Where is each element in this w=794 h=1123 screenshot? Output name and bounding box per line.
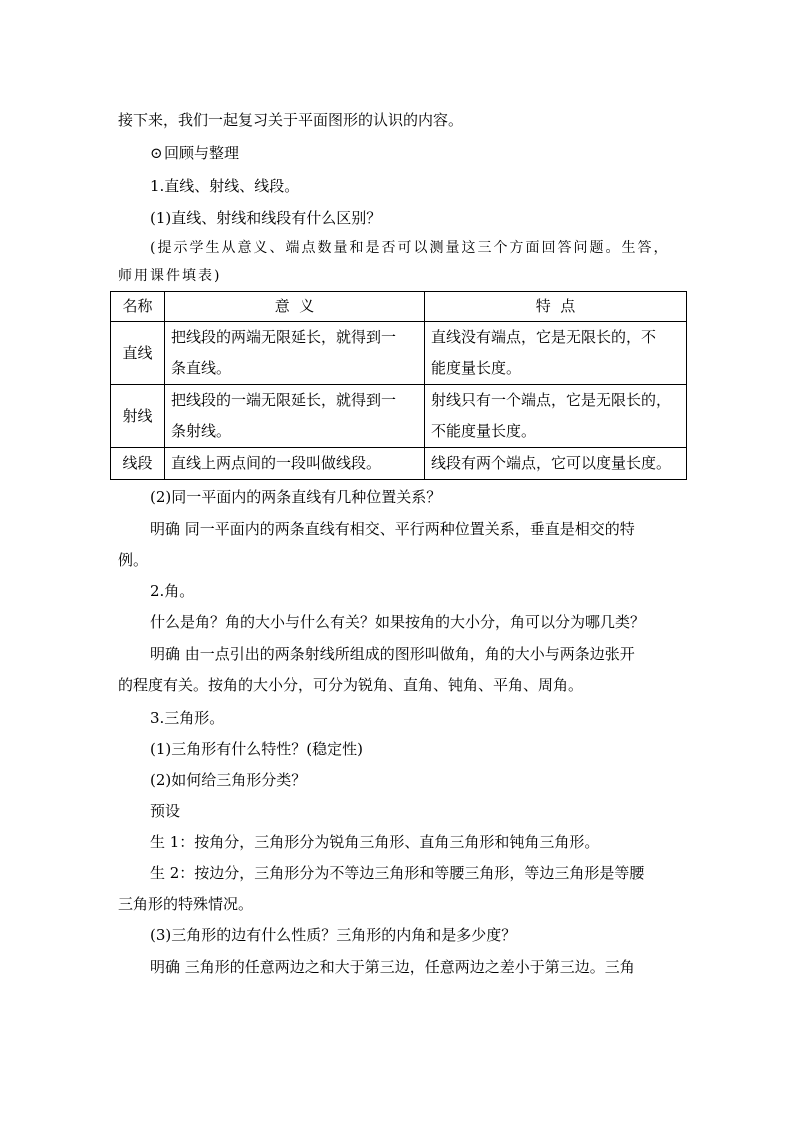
header-feature: 特 点 <box>425 292 687 322</box>
header-meaning: 意 义 <box>165 292 425 322</box>
question-1-1: (1)直线、射线和线段有什么区别？ <box>150 209 382 227</box>
section-heading <box>150 143 239 163</box>
row-feature: 线段有两个端点，它可以度量长度。 <box>425 448 687 480</box>
answer-2-line-1: 明确 由一点引出的两条射线所组成的图形叫做角，角的大小与两条边张开 <box>150 645 635 663</box>
header-name: 名称 <box>111 292 165 322</box>
answer-2-line-2: 的程度有关。按角的大小分，可分为锐角、直角、钝角、平角、周角。 <box>118 676 584 694</box>
answer-1-2-line-1: 明确 同一平面内的两条直线有相交、平行两种位置关系，垂直是相交的特 <box>150 520 635 538</box>
student-1-answer: 生 1：按角分，三角形分为锐角三角形、直角三角形和钝角三角形。 <box>150 833 600 851</box>
row-name: 射线 <box>111 385 165 448</box>
hint-line-1: (提示学生从意义、端点数量和是否可以测量这三个方面回答问题。生答， <box>150 240 670 256</box>
question-3-1: (1)三角形有什么特性？(稳定性) <box>150 740 363 758</box>
row-meaning <box>165 322 425 385</box>
comparison-table <box>110 291 687 480</box>
answer-3-3-line-1: 明确 三角形的任意两边之和大于第三边，任意两边之差小于第三边。三角 <box>150 958 635 976</box>
row-feature <box>425 385 687 448</box>
row-meaning: 直线上两点间的一段叫做线段。 <box>165 448 425 480</box>
meaning-line: 条射线。 <box>171 422 232 440</box>
circle-dot-icon: ⊙ <box>150 144 163 162</box>
hint-line-2: 师用课件填表) <box>118 268 222 284</box>
row-name: 线段 <box>111 448 165 480</box>
item3-title: 3.三角形。 <box>150 709 225 727</box>
section-title: 回顾与整理 <box>164 144 240 162</box>
feature-line: 不能度量长度。 <box>431 422 537 440</box>
meaning-line: 把线段的两端无限延长，就得到一 <box>171 328 397 346</box>
row-feature <box>425 322 687 385</box>
feature-line: 直线没有端点，它是无限长的，不 <box>431 328 657 346</box>
table-row <box>111 448 687 480</box>
question-2: 什么是角？角的大小与什么有关？如果按角的大小分，角可以分为哪几类？ <box>150 613 646 631</box>
row-name: 直线 <box>111 322 165 385</box>
table-row <box>111 385 687 448</box>
table-row <box>111 322 687 385</box>
meaning-line: 条直线。 <box>171 359 232 377</box>
table-header-row <box>111 292 687 322</box>
item1-title: 1.直线、射线、线段。 <box>150 177 300 195</box>
question-1-2: (2)同一平面内的两条直线有几种位置关系？ <box>150 488 442 506</box>
answer-1-2-line-2: 例。 <box>118 551 149 569</box>
question-3-2: (2)如何给三角形分类？ <box>150 771 307 789</box>
row-meaning <box>165 385 425 448</box>
student-2-answer-line-1: 生 2：按边分，三角形分为不等边三角形和等腰三角形，等边三角形是等腰 <box>150 864 645 882</box>
feature-line: 射线只有一个端点，它是无限长的， <box>431 391 672 409</box>
student-2-answer-line-2: 三角形的特殊情况。 <box>118 895 254 913</box>
question-3-3: (3)三角形的边有什么性质？三角形的内角和是多少度？ <box>150 926 517 944</box>
intro-paragraph: 接下来，我们一起复习关于平面图形的认识的内容。 <box>118 111 464 129</box>
preset-label: 预设 <box>150 802 181 820</box>
meaning-line: 把线段的一端无限延长，就得到一 <box>171 391 397 409</box>
item2-title: 2.角。 <box>150 582 195 600</box>
feature-line: 能度量长度。 <box>431 359 522 377</box>
